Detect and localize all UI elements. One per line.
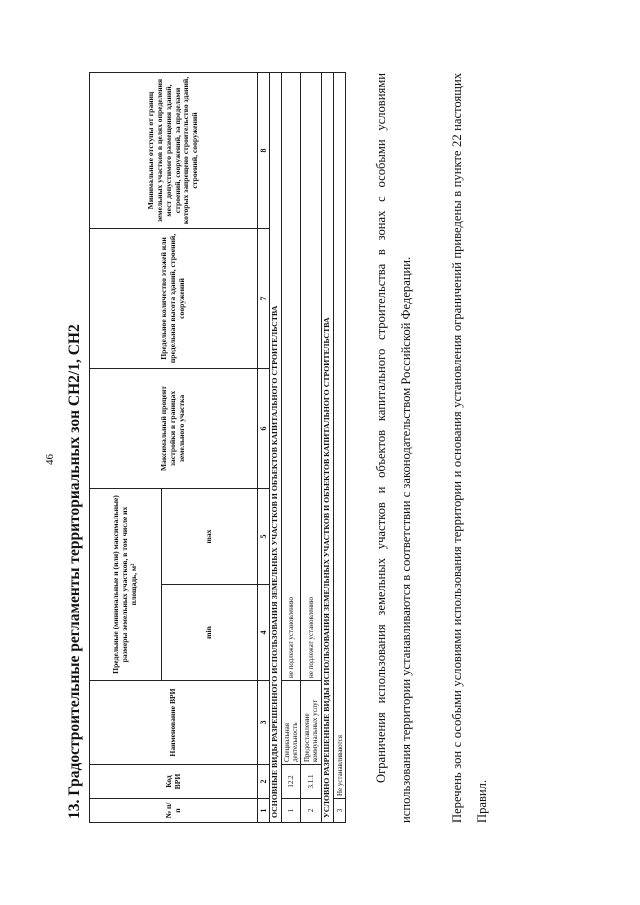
row-value: не подлежат установлению: [282, 72, 301, 680]
row-value: не подлежат установлению: [301, 72, 322, 680]
row-number: 1: [282, 799, 301, 823]
page-number: 46: [44, 454, 56, 465]
section-conditional-label: УСЛОВНО РАЗРЕШЕННЫЕ ВИДЫ ИСПОЛЬЗОВАНИЯ ЗЕМЕЛЬНЫХ УЧАСТКОВ И ОБЪЕКТОВ КАПИТАЛЬНОГО СТРОИТЕЛЬСТВА: [322, 72, 334, 822]
row-name: Специальная деятельность: [282, 681, 301, 765]
column-number: 8: [258, 72, 270, 228]
paragraph-restrictions: Ограничения использования земельных участков и объектов капитального строительства в зонах с особыми условиями использования территории устанавливаются в соответствии с законодательством Российской Федерации.: [373, 73, 413, 823]
column-number: 2: [258, 765, 270, 799]
column-numbers-row: [258, 72, 270, 822]
header-name: Наименование ВРИ: [90, 681, 258, 765]
row-code: 3.1.1: [301, 765, 322, 799]
section-title: 13. Градостроительные регламенты территориальных зон СН2/1, СН2: [66, 324, 83, 819]
table-row: [301, 72, 322, 822]
column-number: 5: [258, 488, 270, 584]
header-no: № п/п: [90, 799, 258, 823]
column-number: 3: [258, 681, 270, 765]
header-build-percent: Максимальный процент застройки в границах земельного участка: [90, 368, 258, 488]
row-code: 12.2: [282, 765, 301, 799]
column-number: 7: [258, 228, 270, 368]
header-row-top: [90, 72, 162, 822]
row-value: Не устанавливаются: [334, 72, 346, 798]
section-row: [270, 72, 282, 822]
row-number: 3: [334, 799, 346, 823]
row-number: 2: [301, 799, 322, 823]
header-max: max: [162, 488, 258, 584]
column-number: 4: [258, 585, 270, 681]
header-setbacks: Минимальные отступы от границ земельных участков в целях определения мест допустимого размещения зданий, строений, сооружений, за пределами которых запрещено строительство зданий, строений, сооружений: [90, 72, 258, 228]
header-area-group: Предельные (минимальные и (или) максимальные) размеры земельных участков, в том числе их площадь, м²: [90, 488, 162, 680]
regulations-table: [89, 72, 346, 823]
header-code: Код ВРИ: [90, 765, 258, 799]
paragraph-zones-list: Перечень зон с особыми условиями использования территории и основания установления ограничений приведены в пункте 22 настоящих Правил.: [449, 73, 489, 823]
header-min: min: [162, 585, 258, 681]
row-name: Предоставление коммунальных услуг: [301, 681, 322, 765]
header-floors: Предельное количество этажей или предельная высота зданий, строений, сооружений: [90, 228, 258, 368]
column-number: 1: [258, 799, 270, 823]
table-row: [334, 72, 346, 822]
table-row: [282, 72, 301, 822]
section-main-label: ОСНОВНЫЕ ВИДЫ РАЗРЕШЕННОГО ИСПОЛЬЗОВАНИЯ ЗЕМЕЛЬНЫХ УЧАСТКОВ И ОБЪЕКТОВ КАПИТАЛЬНОГО СТРОИТЕЛЬСТВА: [270, 72, 282, 822]
column-number: 6: [258, 368, 270, 488]
section-row: [322, 72, 334, 822]
